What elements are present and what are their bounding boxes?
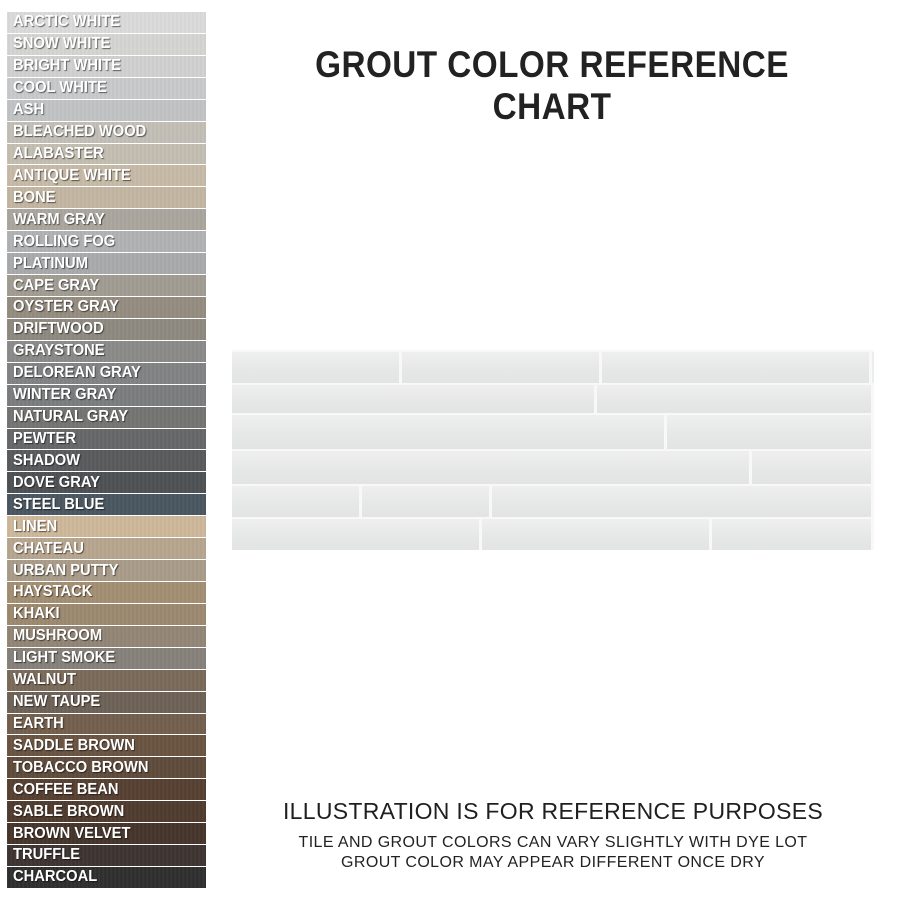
grout-swatch[interactable] bbox=[7, 604, 206, 625]
grout-swatch[interactable] bbox=[7, 516, 206, 537]
grout-swatch-label: LINEN bbox=[13, 517, 58, 535]
grout-swatch-label: SADDLE BROWN bbox=[13, 736, 135, 754]
grout-swatch-label: EARTH bbox=[13, 714, 64, 732]
tile-brick bbox=[597, 385, 874, 415]
grout-swatch-label: URBAN PUTTY bbox=[13, 561, 119, 579]
tile-row bbox=[232, 350, 874, 385]
grout-swatch[interactable] bbox=[7, 472, 206, 493]
tile-brick bbox=[667, 415, 874, 451]
grout-swatch-label: GRAYSTONE bbox=[13, 342, 105, 360]
grout-swatch[interactable] bbox=[7, 385, 206, 406]
reference-note-line-2: GROUT COLOR MAY APPEAR DIFFERENT ONCE DRY bbox=[341, 854, 765, 871]
tile-brick bbox=[232, 385, 597, 415]
grout-swatch-label: OYSTER GRAY bbox=[13, 298, 119, 316]
grout-swatch-label: ANTIQUE WHITE bbox=[13, 166, 131, 184]
grout-swatch[interactable] bbox=[7, 144, 206, 165]
grout-swatch[interactable] bbox=[7, 231, 206, 252]
tile-brick bbox=[482, 519, 712, 550]
grout-swatch-label: BONE bbox=[13, 188, 56, 206]
grout-swatch-list bbox=[7, 12, 206, 888]
grout-swatch[interactable] bbox=[7, 450, 206, 471]
grout-swatch-label: PLATINUM bbox=[13, 254, 88, 272]
grout-swatch-label: DRIFTWOOD bbox=[13, 320, 104, 338]
grout-swatch[interactable] bbox=[7, 757, 206, 778]
grout-swatch[interactable] bbox=[7, 823, 206, 844]
grout-swatch-label: CAPE GRAY bbox=[13, 276, 100, 294]
grout-swatch-label: BRIGHT WHITE bbox=[13, 57, 121, 75]
grout-swatch[interactable] bbox=[7, 626, 206, 647]
grout-swatch-label: LIGHT SMOKE bbox=[13, 649, 116, 667]
grout-swatch[interactable] bbox=[7, 714, 206, 735]
grout-swatch-label: COFFEE BEAN bbox=[13, 780, 119, 798]
grout-swatch[interactable] bbox=[7, 801, 206, 822]
grout-swatch[interactable] bbox=[7, 538, 206, 559]
grout-swatch[interactable] bbox=[7, 429, 206, 450]
grout-swatch[interactable] bbox=[7, 34, 206, 55]
tile-row bbox=[232, 484, 874, 519]
grout-swatch[interactable] bbox=[7, 779, 206, 800]
grout-swatch-label: DOVE GRAY bbox=[13, 473, 100, 491]
grout-swatch[interactable] bbox=[7, 100, 206, 121]
tile-brick bbox=[232, 519, 482, 550]
tile-brick bbox=[402, 352, 602, 385]
grout-swatch-label: ARCTIC WHITE bbox=[13, 13, 121, 31]
grout-swatch-label: MUSHROOM bbox=[13, 627, 103, 645]
grout-swatch[interactable] bbox=[7, 867, 206, 888]
grout-swatch[interactable] bbox=[7, 78, 206, 99]
grout-swatch-label: SHADOW bbox=[13, 451, 81, 469]
reference-note-heading: ILLUSTRATION IS FOR REFERENCE PURPOSES bbox=[282, 798, 824, 824]
grout-swatch[interactable] bbox=[7, 122, 206, 143]
tile-brick bbox=[712, 519, 874, 550]
grout-swatch[interactable] bbox=[7, 341, 206, 362]
grout-swatch-label: BROWN VELVET bbox=[13, 824, 131, 842]
grout-swatch-label: TRUFFLE bbox=[13, 846, 81, 864]
tile-row bbox=[232, 383, 874, 415]
grout-swatch-label: NEW TAUPE bbox=[13, 693, 101, 711]
grout-swatch-label: ROLLING FOG bbox=[13, 232, 116, 250]
tile-row bbox=[232, 413, 874, 451]
tile-brick bbox=[362, 486, 492, 519]
grout-swatch-label: WINTER GRAY bbox=[13, 386, 117, 404]
grout-swatch-label: SABLE BROWN bbox=[13, 802, 125, 820]
grout-swatch[interactable] bbox=[7, 692, 206, 713]
grout-swatch-label: ASH bbox=[13, 101, 45, 119]
grout-swatch-label: COOL WHITE bbox=[13, 79, 107, 97]
tile-brick bbox=[492, 486, 874, 519]
page-title: GROUT COLOR REFERENCE CHART bbox=[315, 44, 789, 127]
tile-brick bbox=[232, 415, 667, 451]
grout-swatch-label: BLEACHED WOOD bbox=[13, 123, 147, 141]
tile-row bbox=[232, 517, 874, 550]
grout-swatch[interactable] bbox=[7, 187, 206, 208]
tile-brick bbox=[602, 352, 872, 385]
tile-brick bbox=[232, 352, 402, 385]
grout-swatch-label: CHARCOAL bbox=[13, 868, 98, 886]
tile-brick bbox=[752, 451, 874, 486]
grout-swatch-label: STEEL BLUE bbox=[13, 495, 105, 513]
grout-swatch[interactable] bbox=[7, 209, 206, 230]
grout-swatch[interactable] bbox=[7, 297, 206, 318]
grout-swatch[interactable] bbox=[7, 735, 206, 756]
grout-swatch[interactable] bbox=[7, 319, 206, 340]
grout-swatch-label: NATURAL GRAY bbox=[13, 408, 129, 426]
grout-swatch-label: TOBACCO BROWN bbox=[13, 758, 149, 776]
grout-swatch-label: WALNUT bbox=[13, 671, 76, 689]
grout-swatch[interactable] bbox=[7, 582, 206, 603]
grout-swatch-label: SNOW WHITE bbox=[13, 35, 111, 53]
grout-swatch-label: WARM GRAY bbox=[13, 210, 105, 228]
tile-brick bbox=[232, 486, 362, 519]
grout-swatch[interactable] bbox=[7, 845, 206, 866]
tile-brick bbox=[232, 451, 752, 486]
grout-swatch[interactable] bbox=[7, 670, 206, 691]
grout-swatch-label: HAYSTACK bbox=[13, 583, 93, 601]
grout-swatch-label: ALABASTER bbox=[13, 144, 104, 162]
grout-swatch[interactable] bbox=[7, 494, 206, 515]
grout-swatch[interactable] bbox=[7, 253, 206, 274]
grout-swatch[interactable] bbox=[7, 12, 206, 33]
grout-swatch-label: PEWTER bbox=[13, 429, 76, 447]
grout-swatch[interactable] bbox=[7, 648, 206, 669]
grout-swatch-label: CHATEAU bbox=[13, 539, 84, 557]
grout-swatch[interactable] bbox=[7, 560, 206, 581]
grout-swatch[interactable] bbox=[7, 165, 206, 186]
grout-swatch-label: KHAKI bbox=[13, 605, 60, 623]
reference-note-line-1: TILE AND GROUT COLORS CAN VARY SLIGHTLY WITH DYE LOT bbox=[298, 834, 808, 851]
grout-swatch[interactable] bbox=[7, 275, 206, 296]
grout-swatch-label: DELOREAN GRAY bbox=[13, 364, 141, 382]
grout-swatch[interactable] bbox=[7, 407, 206, 428]
grout-swatch[interactable] bbox=[7, 56, 206, 77]
tile-preview bbox=[232, 350, 874, 550]
grout-swatch[interactable] bbox=[7, 363, 206, 384]
tile-row bbox=[232, 449, 874, 486]
